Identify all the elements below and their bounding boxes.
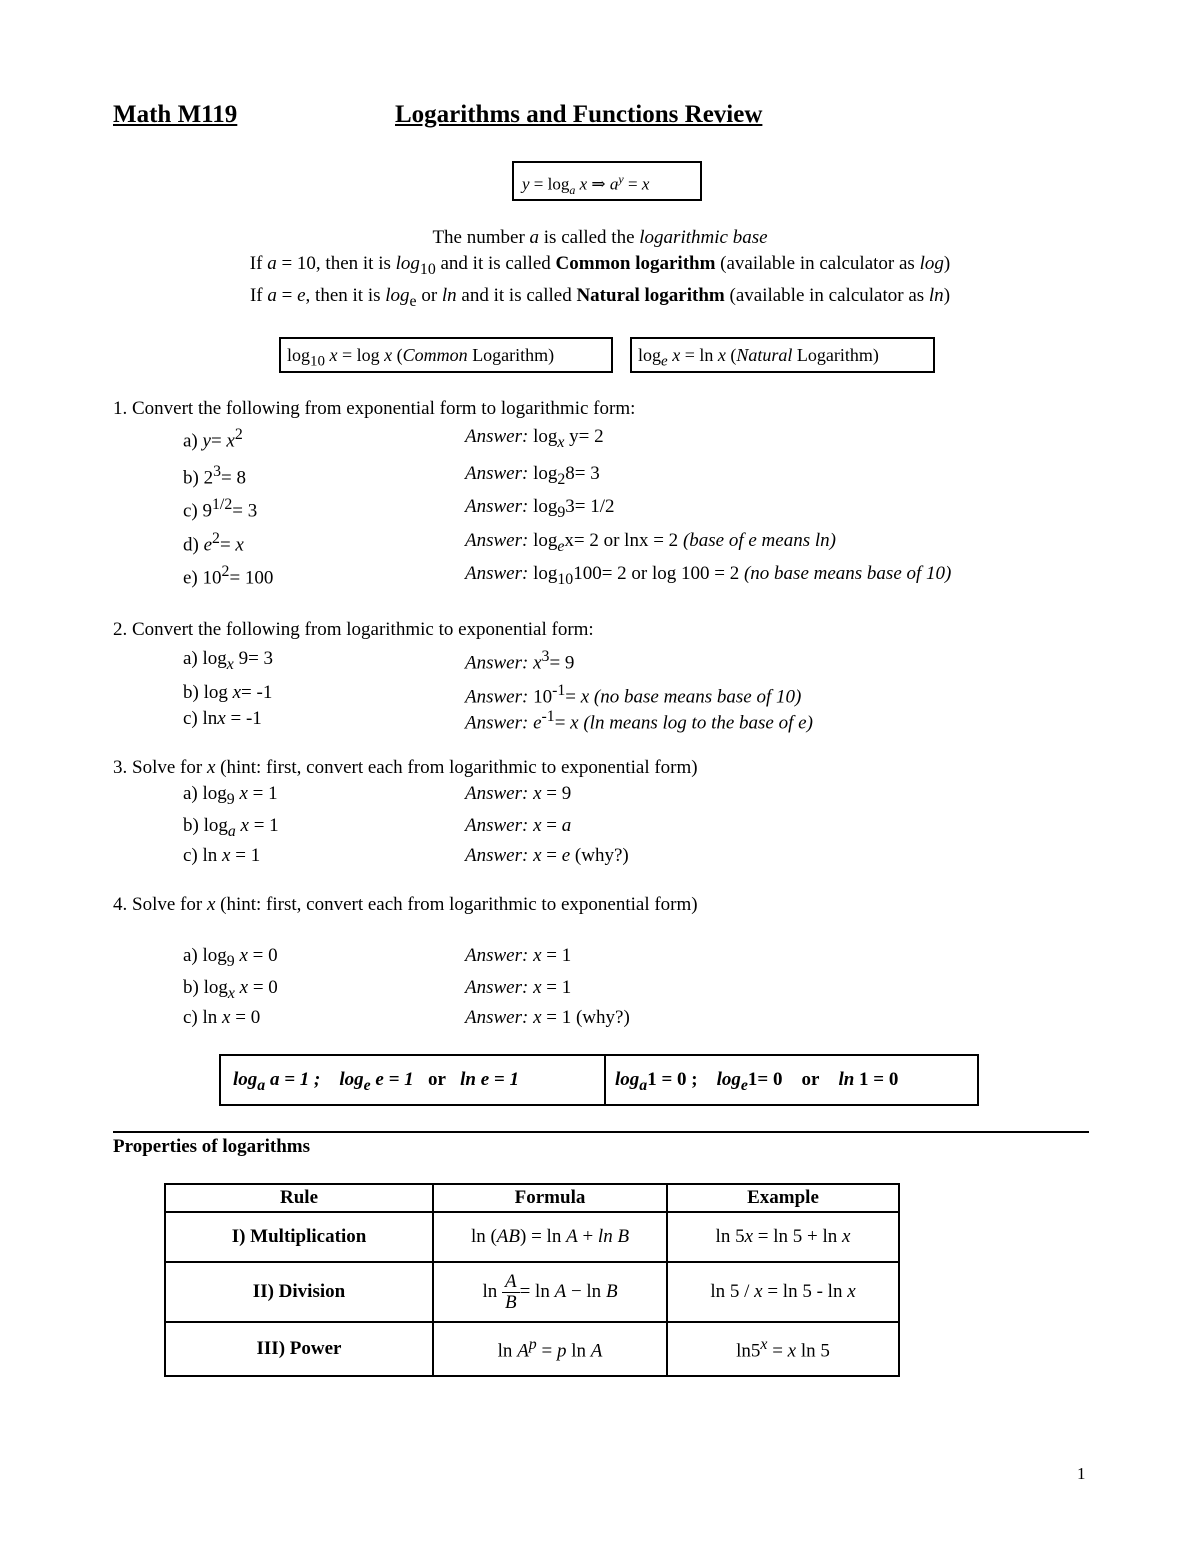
table-header-row [165, 1184, 899, 1212]
q3-b-answer: Answer: x = a [465, 815, 572, 836]
table-row [165, 1322, 899, 1376]
q4-a-answer: Answer: x = 1 [465, 945, 572, 966]
intro-line-2: If a = 10, then it is $\log_{10}$ and it is called Common logarithm (available in calculator as log) [249, 253, 951, 278]
definition-formula: $y = \log_a x$ ⇒ $a^y = x$ [522, 172, 650, 198]
summary-left: $\log_a a = 1$ ; $\log_e e = 1$ or ln e = 1 [233, 1069, 519, 1094]
formula-cell: ln (AB) = ln A + ln B [433, 1212, 667, 1262]
q2-a-answer: Answer: $x^3= 9$ [465, 648, 575, 674]
q2-heading: 2. Convert the following from logarithmic to exponential form: [113, 619, 594, 640]
q4-b-question: b) $\log_x x = 0$ [183, 977, 278, 1002]
rule-cell: III) Power [165, 1322, 433, 1376]
q2-c-answer: Answer: $e^{-1}= x$ (ln means log to the base of e) [465, 708, 813, 734]
intro-line-1: The number a is called the logarithmic base [432, 227, 768, 248]
q4-c-question: c) ln x = 0 [183, 1007, 261, 1028]
formula-cell: ln $\frac{A}{B}$ = ln A − ln B [433, 1262, 667, 1322]
q3-b-question: b) $\log_a x = 1$ [183, 815, 279, 840]
q1-heading: 1. Convert the following from exponential form to logarithmic form: [113, 398, 636, 419]
example-cell: ln 5x = ln 5 + ln x [667, 1212, 899, 1262]
q1-e-question: e) $10^2= 100$ [183, 563, 274, 589]
properties-heading: Properties of logarithms [113, 1136, 310, 1157]
example-cell: ln 5 / x = ln 5 - ln x [667, 1262, 899, 1322]
table-row [165, 1212, 899, 1262]
summary-right: $\log_a1 = 0$ ; $\log_e1= 0$ or ln 1 = 0 [615, 1069, 899, 1094]
definition-box [512, 161, 702, 201]
q1-a-question: a) $y= x^2$ [183, 426, 243, 452]
intro-line-3: If a = e, then it is $\log_e$ or ln and it is called Natural logarithm (available in calculator as ln) [249, 285, 951, 310]
properties-table [164, 1183, 900, 1377]
q4-c-answer: Answer: x = 1 (why?) [465, 1007, 630, 1028]
natural-log-box: $\log_e x = \ln x$ (Natural Logarithm) [630, 337, 935, 373]
rule-cell: II) Division [165, 1262, 433, 1322]
rule-cell: I) Multiplication [165, 1212, 433, 1262]
q1-c-answer: Answer: $\log_93= 1/2$ [465, 496, 615, 521]
q4-a-question: a) $\log_9 x = 0$ [183, 945, 278, 970]
q3-c-question: c) ln x = 1 [183, 845, 261, 866]
page-title: Logarithms and Functions Review [395, 101, 763, 128]
course-title: Math M119 [113, 101, 238, 128]
q2-c-question: c) lnx = -1 [183, 708, 262, 729]
q1-b-answer: Answer: $\log_28= 3$ [465, 463, 600, 488]
example-cell: $\ln 5^x = x$ ln 5 [667, 1322, 899, 1376]
q1-b-question: b) $2^3= 8$ [183, 463, 246, 489]
formula-cell: $\ln A^p = p$ ln A [433, 1322, 667, 1376]
summary-divider [604, 1056, 606, 1104]
q1-c-question: c) $9^{1/2}= 3$ [183, 496, 258, 522]
q3-a-answer: Answer: x = 9 [465, 783, 572, 804]
q3-a-question: a) $\log_9 x = 1$ [183, 783, 278, 808]
q2-b-question: b) log x= -1 [183, 682, 273, 703]
q2-a-question: a) $\log_x 9= 3$ [183, 648, 274, 673]
col-header-formula: Formula [433, 1184, 667, 1212]
q1-a-answer: Answer: $\log_x y= 2$ [465, 426, 604, 451]
table-row [165, 1262, 899, 1322]
page-number: 1 [1077, 1464, 1086, 1483]
q4-b-answer: Answer: x = 1 [465, 977, 572, 998]
summary-box [219, 1054, 979, 1106]
col-header-example: Example [667, 1184, 899, 1212]
q2-b-answer: Answer: $10^{-1}= x$ (no base means base of 10) [465, 682, 802, 708]
q4-heading: 4. Solve for x (hint: first, convert each from logarithmic to exponential form) [113, 894, 698, 915]
common-log-box: $\log_{10} x = \log x$ (Common Logarithm) [279, 337, 613, 373]
q1-d-question: d) $e^2= x$ [183, 530, 244, 556]
q1-e-answer: Answer: $\log_{10}100= 2$ or log 100 = 2 (no base means base of 10) [465, 563, 952, 588]
section-divider [113, 1131, 1089, 1133]
q3-heading: 3. Solve for x (hint: first, convert each from logarithmic to exponential form) [113, 757, 698, 778]
col-header-rule: Rule [165, 1184, 433, 1212]
q1-d-answer: Answer: $\log_ex= 2$ or lnx = 2 (base of e means ln) [465, 530, 836, 555]
fraction: $\frac{A}{B}$ [502, 1272, 520, 1313]
q3-c-answer: Answer: x = e (why?) [465, 845, 629, 866]
